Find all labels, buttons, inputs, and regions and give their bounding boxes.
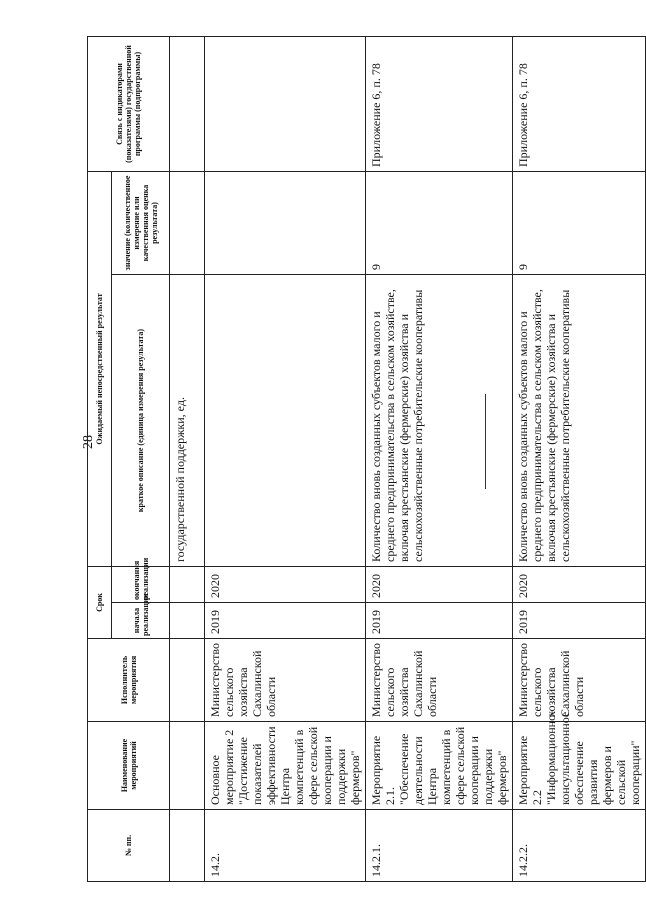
header-term-start: начала реализации [112,603,170,639]
header-result-value: значение (количественное измерение или качественная оценка результата) [112,172,170,275]
cell-start: 2019 [205,603,366,639]
header-term: Срок [88,567,112,639]
cell-num [170,810,205,882]
table-row-continuation [170,37,205,882]
cell-executor: Министерство сельского хозяйства Сахалинской области [366,639,513,722]
cell-value: 9 [513,172,646,275]
cell-name: Мероприятие 2.2 "Информационно-консультационное обеспечение развития фермеров и сельской кооперации" [513,722,646,810]
table-row [513,37,646,882]
cell-value [205,172,366,275]
page-number: 28 [81,435,96,449]
header-executor: Исполнитель мероприятия [88,639,170,722]
cell-start [170,603,205,639]
header-result: Ожидаемый непосредственный результат [88,172,112,567]
header-result-desc: краткое описание (единица измерения результата) [112,275,170,567]
rotated-table-wrapper [87,37,642,882]
cell-executor: Министерство сельского хозяйства Сахалинской области [205,639,366,722]
cell-link [170,37,205,172]
cell-name: Мероприятие 2.1. "Обеспечение деятельности Центра компетенций в сфере сельской кооперации и поддержки фермеров" [366,722,513,810]
measures-table [87,36,646,882]
cell-name: Основное мероприятие 2 "Достижение показателей эффективности Центра компетенций в сфере сельской кооперации и поддержки фермеров" [205,722,366,810]
cell-num: 14.2. [205,810,366,882]
header-name: Наименование мероприятий [88,722,170,810]
table-row [366,37,513,882]
cell-executor [170,639,205,722]
cell-name [170,722,205,810]
cell-desc: Количество вновь созданных субъектов малого и среднего предпринимательства в сельском хозяйстве, включая крестьянские (фермерские) хозяйства и сельскохозяйственные потребительские кооперативы [366,275,513,567]
cell-value: 9 [366,172,513,275]
cell-end: 2020 [366,567,513,603]
cell-link: Приложение 6, п. 78 [366,37,513,172]
header-term-end: окончания реализации [112,567,170,603]
header-link: Связь с индикаторами (показателями) государственной программы (подпрограммы) [88,37,170,172]
cell-executor: Министерство сельского хозяйства Сахалинской области [513,639,646,722]
cell-link: Приложение 6, п. 78 [513,37,646,172]
cell-value [170,172,205,275]
cell-start: 2019 [366,603,513,639]
cell-desc [205,275,366,567]
cell-end: 2020 [513,567,646,603]
header-num: № пп. [88,810,170,882]
cell-end [170,567,205,603]
cell-num: 14.2.1. [366,810,513,882]
cell-link [205,37,366,172]
cell-start: 2019 [513,603,646,639]
cell-desc: государственной поддержки, ед. [170,275,205,567]
table-row [205,37,366,882]
cell-num: 14.2.2. [513,810,646,882]
cell-desc: Количество вновь созданных субъектов малого и среднего предпринимательства в сельском хозяйстве, включая крестьянские (фермерские) хозяйства и сельскохозяйственные потребительские кооперативы [513,275,646,567]
cell-end: 2020 [205,567,366,603]
